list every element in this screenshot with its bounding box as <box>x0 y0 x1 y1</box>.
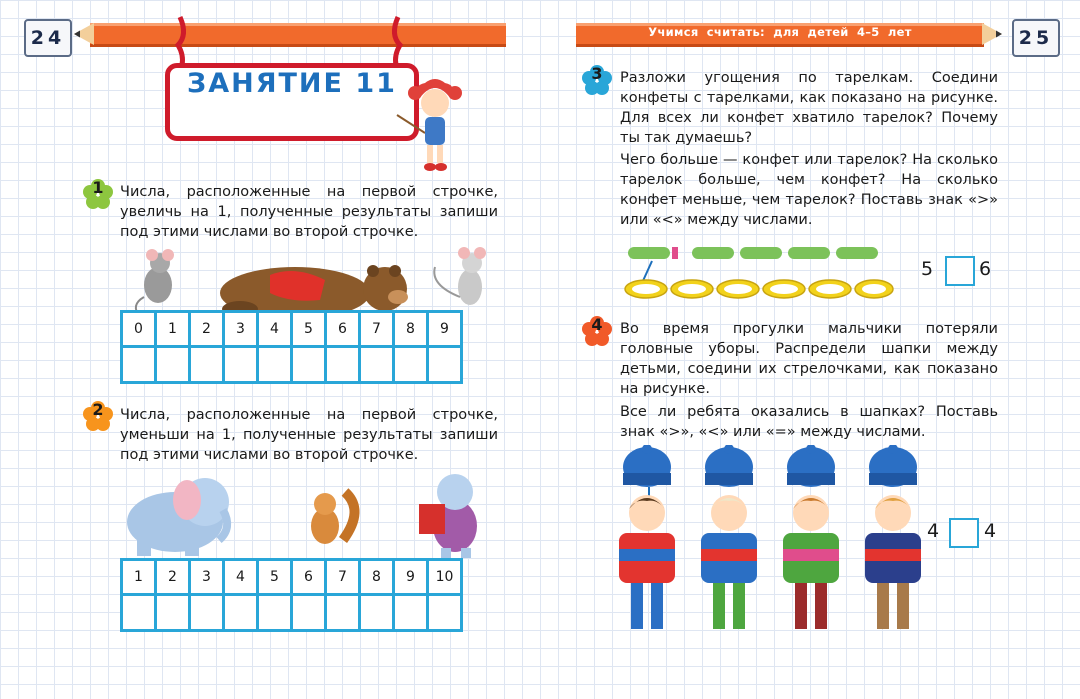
answer-cell[interactable] <box>394 595 428 631</box>
answer-cell[interactable] <box>122 595 156 631</box>
answer-cell[interactable] <box>156 347 190 383</box>
pencil-tip-icon <box>982 22 1004 46</box>
answer-cell[interactable] <box>190 347 224 383</box>
task-1-badge <box>82 178 114 210</box>
answer-cell[interactable] <box>394 347 428 383</box>
candy-row <box>628 247 878 259</box>
grid-cell: 5 <box>258 560 292 595</box>
boy-2 <box>701 495 757 629</box>
grid-cell: 0 <box>122 312 156 347</box>
task-2-number: 2 <box>92 400 104 419</box>
grid-cell: 6 <box>292 560 326 595</box>
task-2-badge <box>82 400 114 432</box>
grid-cell: 2 <box>190 312 224 347</box>
grid-cell: 1 <box>122 560 156 595</box>
grid-cell: 5 <box>292 312 326 347</box>
grid-cell: 4 <box>224 560 258 595</box>
answer-cell[interactable] <box>360 595 394 631</box>
answer-cell[interactable] <box>326 595 360 631</box>
task-4-badge <box>581 315 613 347</box>
grid-cell: 10 <box>428 560 462 595</box>
task-1-text: Числа, расположенные на первой строчке, увеличь на 1, полученные результаты запиши под этими числами во второй строчке. <box>120 184 498 240</box>
grid-cell: 1 <box>156 312 190 347</box>
mouse-illustration <box>434 247 486 305</box>
grid-cell: 8 <box>360 560 394 595</box>
lesson-title: ЗАНЯТИЕ 11 <box>165 63 419 141</box>
answer-cell[interactable] <box>428 595 462 631</box>
answer-cell[interactable] <box>122 347 156 383</box>
grid-cell: 8 <box>394 312 428 347</box>
reading-elephant-illustration <box>419 474 477 558</box>
plate-row <box>625 280 893 298</box>
task-3-compare-box[interactable] <box>945 256 975 286</box>
task-4-text-2: Все ли ребята оказались в шапках? Поставь знак «>», «<» или «=» между числами. <box>620 404 998 440</box>
task-4-text-1: Во время прогулки мальчики потеряли головные уборы. Распредели шапки между детьми, соедини их стрелочками, как показано на рисунке. <box>620 321 998 397</box>
answer-cell[interactable] <box>258 347 292 383</box>
grid-cell: 3 <box>190 560 224 595</box>
answer-cell[interactable] <box>326 347 360 383</box>
grid-cell: 7 <box>360 312 394 347</box>
right-page-number: 25 <box>1012 19 1060 57</box>
answer-cell[interactable] <box>224 347 258 383</box>
number-grid-2 <box>120 558 463 632</box>
task-2-text: Числа, расположенные на первой строчке, уменьши на 1, полученные результаты запиши под этими числами во второй строчке. <box>120 407 498 463</box>
grid-cell: 2 <box>156 560 190 595</box>
answer-cell[interactable] <box>224 595 258 631</box>
ribbon-hanger-icon <box>170 15 410 67</box>
elephant-illustration <box>127 478 229 556</box>
hat-row <box>623 445 917 487</box>
boy-3 <box>783 495 839 629</box>
task-4-compare-box[interactable] <box>949 518 979 548</box>
number-grid-1 <box>120 310 463 384</box>
task-4-right-number: 4 <box>984 520 997 542</box>
task-3-right-number: 6 <box>979 258 992 280</box>
animals-illustration-2 <box>115 470 505 558</box>
grid-cell: 7 <box>326 560 360 595</box>
grid-cell: 3 <box>224 312 258 347</box>
answer-cell[interactable] <box>190 595 224 631</box>
answer-cell[interactable] <box>428 347 462 383</box>
task-4-left-number: 4 <box>927 520 940 542</box>
candies-and-plates-illustration <box>622 243 894 305</box>
answer-cell[interactable] <box>258 595 292 631</box>
grid-cell: 6 <box>326 312 360 347</box>
task-1-number: 1 <box>92 178 104 197</box>
task-3-text-1: Разложи угощения по тарелкам. Соедини конфеты с тарелками, как показано на рисунке. Для всех ли конфет хватило тарелок? Почему ты так думаешь? <box>620 70 998 146</box>
answer-cell[interactable] <box>156 595 190 631</box>
answer-cell[interactable] <box>292 595 326 631</box>
girl-teacher-illustration <box>395 75 465 175</box>
task-3-number: 3 <box>591 64 603 83</box>
squirrel-illustration <box>311 492 355 544</box>
pencil-tip-icon <box>72 22 94 46</box>
series-header: Учимся считать: для детей 4–5 лет <box>648 25 912 39</box>
boy-1 <box>619 495 675 629</box>
grid-cell: 9 <box>428 312 462 347</box>
mouse-illustration <box>136 249 174 317</box>
grid-cell: 9 <box>394 560 428 595</box>
task-4-number: 4 <box>591 315 603 334</box>
task-3-left-number: 5 <box>921 258 934 280</box>
answer-cell[interactable] <box>292 347 326 383</box>
boys-and-hats-illustration <box>605 445 925 637</box>
grid-cell: 4 <box>258 312 292 347</box>
left-page-number: 24 <box>24 19 72 57</box>
task-3-badge <box>581 64 613 96</box>
boy-4 <box>865 495 921 629</box>
answer-cell[interactable] <box>360 347 394 383</box>
task-3-text-2: Чего больше — конфет или тарелок? На сколько тарелок больше, чем конфет? На сколько конфет меньше, чем тарелок? Поставь знак «>» или «<» между числами. <box>620 152 998 228</box>
